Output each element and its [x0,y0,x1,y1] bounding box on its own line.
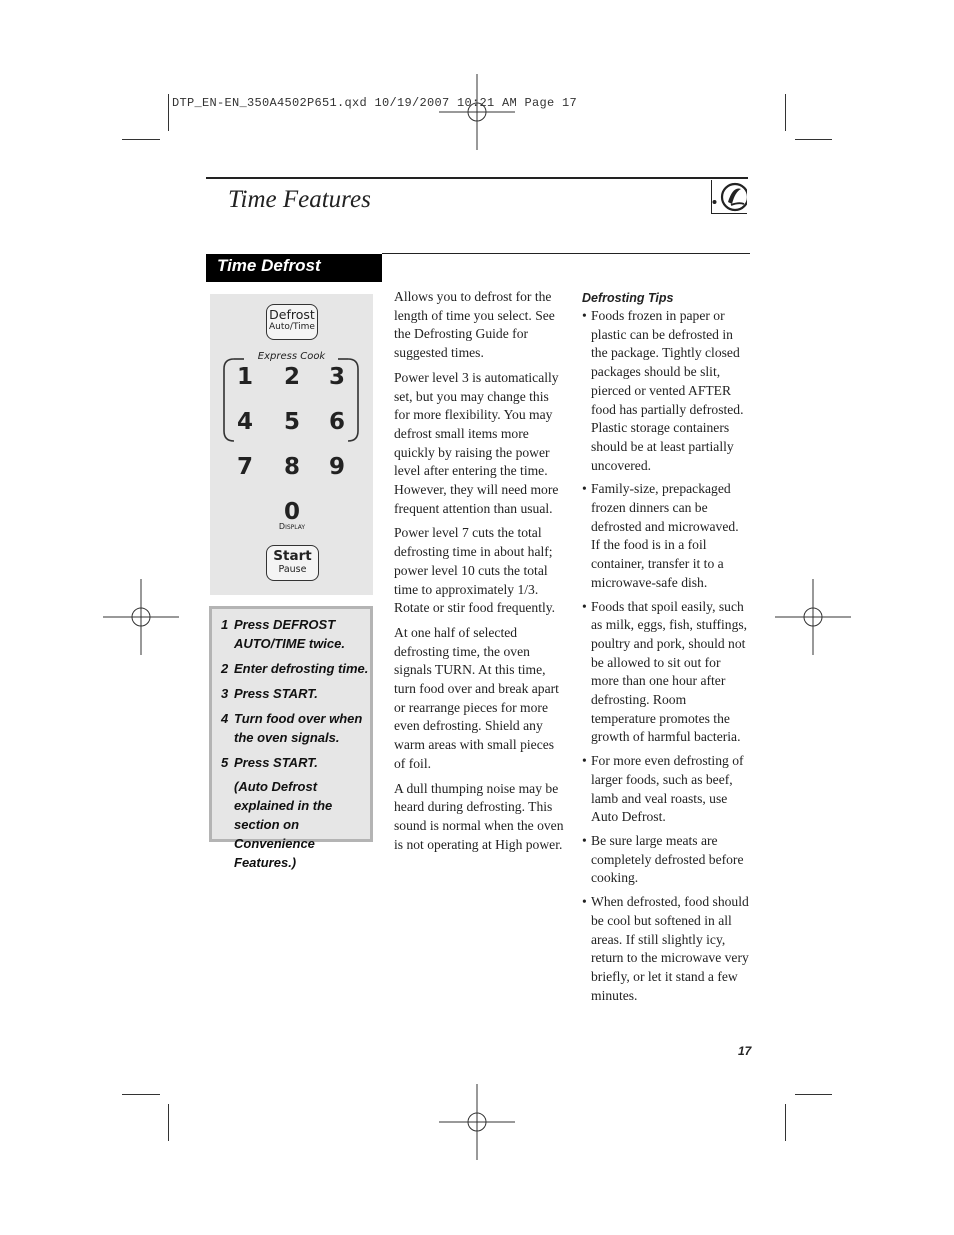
step-text: Press START. [234,755,318,770]
tip-text: Be sure large meats are completely defrosted before cooking. [591,832,744,886]
step-text: (Auto Defrost explained in the section on Convenience Features.) [234,779,333,870]
body-paragraph: Power level 7 cuts the total defrosting time in about half; power level 10 cuts the total time to approximately 1/3. Rotate or stir food frequently. [394,525,556,616]
step-text: Press START. [234,686,318,701]
step-number: 2 [221,661,229,676]
crop-mark [122,1094,160,1095]
crop-mark [785,1104,786,1141]
number-key-7: 7 [236,454,253,480]
tip-text: When defrosted, food should be cool but softened in all areas. If still slightly icy, return to the microwave very briefly, or let it stand a few minutes. [591,894,749,1003]
title-rule [206,177,748,179]
tip-item [582,893,750,1005]
registration-mark [775,579,851,655]
crop-mark [785,94,786,131]
steps-box [209,606,373,870]
body-text-column [394,288,564,860]
crop-mark [168,1104,169,1141]
bullet: • [582,894,587,910]
step-number: 3 [221,686,229,701]
section-rule [382,253,750,254]
number-key-0: 0 [283,499,300,525]
step-number: 5 [221,755,229,770]
section-title: Time Defrost [217,256,321,275]
number-key-6: 6 [328,409,345,435]
auto-time-button-label: Auto/Time [269,322,315,332]
keypad-illustration [210,294,373,595]
tip-text: For more even defrosting of larger foods, such as beef, lamb and veal roasts, use Auto Defrost. [591,753,744,825]
bullet: • [582,308,587,323]
number-key-1: 1 [236,364,253,390]
bullet: • [582,832,587,848]
defrost-button-label: Defrost [269,307,315,322]
tip-item [582,832,750,888]
crop-mark [795,1094,832,1095]
tip-item [582,307,750,475]
tip-item [582,598,750,748]
crop-mark [795,139,832,140]
print-slug: DTP_EN-EN_350A4502P651.qxd 10/19/2007 10:21 AM Page 17 [172,96,578,110]
tips-heading: Defrosting Tips [582,291,674,305]
step-number: 1 [221,617,229,632]
tip-text: Foods that spoil easily, such as milk, eggs, fish, stuffings, poultry and pork, should not be allowed to sit out for more than one hour after defrosting. Room temperature promotes the growth of harmful bacteria. [591,598,748,745]
body-paragraph: Power level 3 is automatically set, but you may change this for more flexibility. You may defrost small items more quickly by raising the power level after entering the time. However, they will need more frequent attention than usual. [394,369,559,516]
number-key-5: 5 [283,409,300,435]
body-paragraph: At one half of selected defrosting time, the oven signals TURN. At this time, turn food over and break apart or rearrange pieces for more even defrosting. Shield any warm areas with small pieces of foil. [394,624,559,771]
tip-item [582,752,750,827]
tip-text: Family-size, prepackaged frozen dinners can be defrosted and microwaved. If the food is in a foil container, transfer it to a microwave-safe dish. [591,481,739,590]
bullet: • [582,753,587,769]
body-paragraph: Allows you to defrost for the length of time you select. See the Defrosting Guide for suggested times. [394,289,555,361]
registration-mark [439,74,515,150]
step-text: Enter defrosting time. [234,661,369,676]
step-text: Press DEFROST AUTO/TIME twice. [234,617,345,651]
tip-item [582,480,750,592]
number-key-9: 9 [328,454,345,480]
start-pause-button [266,545,319,581]
page-number: 17 [738,1044,752,1058]
crop-mark [168,94,169,131]
step-text: Turn food over when the oven signals. [234,711,363,745]
defrost-auto-time-button [266,304,318,340]
tip-text: Foods frozen in paper or plastic can be defrosted in the package. Tightly closed packages should be slit, pierced or vented AFTER food has partially defrosted. Plastic storage containers should be at least partially uncovered. [591,308,744,473]
registration-mark [439,1084,515,1160]
start-button-label: Start [273,548,312,564]
step-number: 4 [221,711,229,726]
number-key-4: 4 [236,409,253,435]
bullet: • [582,481,587,497]
registration-mark [103,579,179,655]
page-title: Time Features [228,186,371,213]
body-paragraph: A dull thumping noise may be heard during defrosting. This sound is normal when the oven is not operating at High power. [394,780,564,852]
express-cook-label: Express Cook [257,351,326,362]
number-key-2: 2 [283,364,300,390]
bullet: • [582,598,587,614]
crop-mark [122,139,160,140]
number-key-8: 8 [283,454,300,480]
display-label: Display [278,522,306,531]
pause-button-label: Pause [278,564,307,575]
ge-logo-icon [711,180,747,214]
number-key-3: 3 [328,364,345,390]
defrosting-tips-column [582,289,750,1010]
